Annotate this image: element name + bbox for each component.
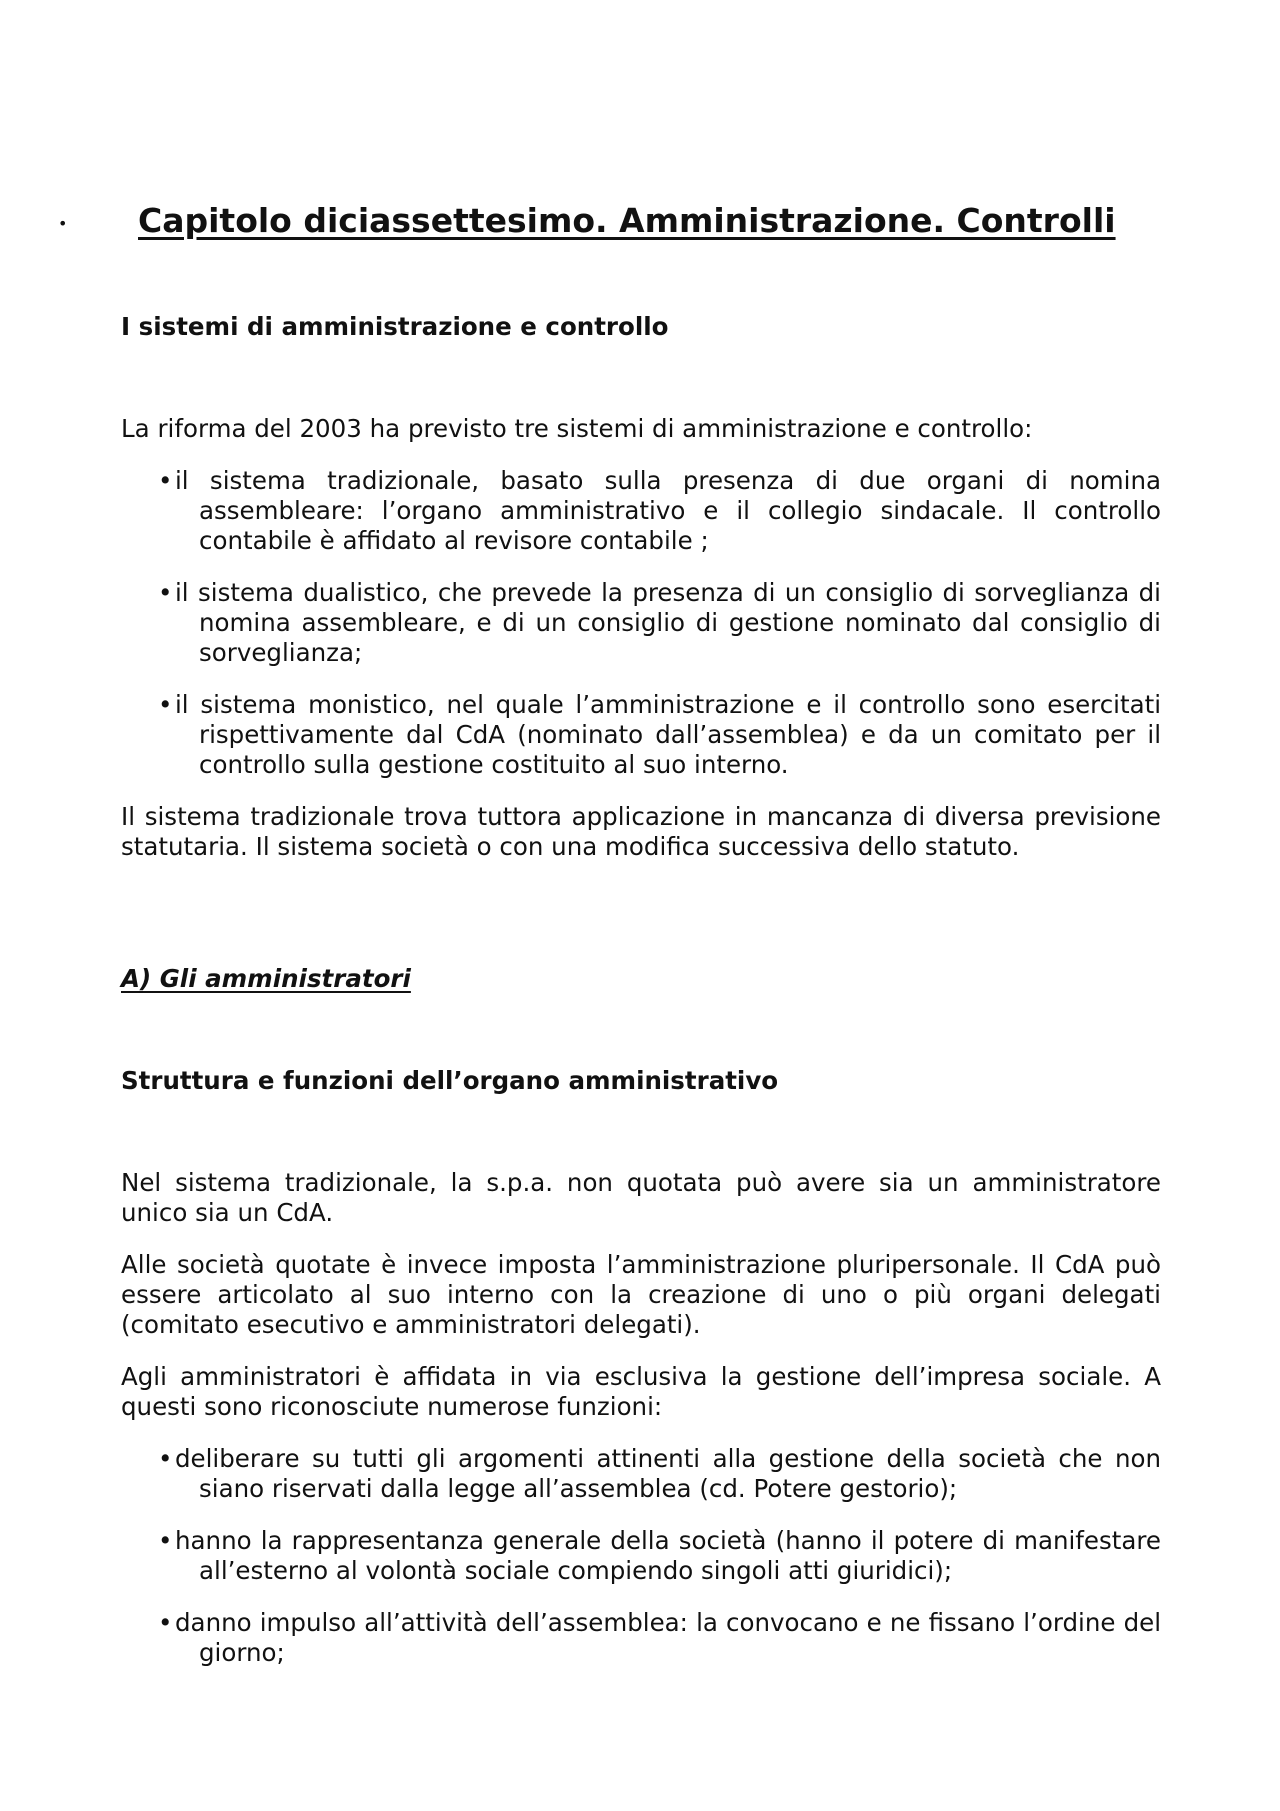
chapter-title: Capitolo diciassettesimo. Amministrazione. Controlli: [138, 201, 1116, 240]
subheading-text: Struttura e funzioni dell’organo amministrativo: [121, 1066, 779, 1095]
intro-paragraph: [121, 414, 1161, 444]
section-heading-amministratori: [121, 964, 1161, 994]
list-item: [121, 690, 1161, 780]
section-heading-sistemi: [121, 312, 1161, 342]
list-item: [121, 1608, 1161, 1668]
list-item: [121, 466, 1161, 556]
bullet-dot: •: [158, 1526, 173, 1555]
paragraph-text: Agli amministratori è affidata in via esclusiva la gestione dell’impresa sociale. A questi sono riconosciute numerose funzioni:: [121, 1362, 1161, 1421]
list-item: [121, 1444, 1161, 1504]
paragraph-text: Nel sistema tradizionale, la s.p.a. non quotata può avere sia un amministratore unico sia un CdA.: [121, 1168, 1161, 1227]
paragraph-text: Il sistema tradizionale trova tuttora applicazione in mancanza di diversa previsione statutaria. Il sistema società o con una modifica successiva dello statuto.: [121, 802, 1161, 861]
paragraph-sistema-tradizionale: [121, 1168, 1161, 1228]
section-heading-text: A) Gli amministratori: [121, 964, 411, 993]
systems-list: [121, 466, 1161, 780]
list-item: [121, 578, 1161, 668]
list-item-text: il sistema monistico, nel quale l’amministrazione e il controllo sono esercitati rispettivamente dal CdA (nominato dall’assemblea) e da un comitato per il controllo sulla gestione costituito al suo interno.: [175, 690, 1161, 779]
list-item-text: il sistema dualistico, che prevede la presenza di un consiglio di sorveglianza di nomina assembleare, e di un consiglio di gestione nominato dal consiglio di sorveglianza;: [175, 578, 1161, 667]
list-item-text: deliberare su tutti gli argomenti attinenti alla gestione della società che non siano riservati dalla legge all’assemblea (cd. Potere gestorio);: [175, 1444, 1161, 1503]
paragraph-text: Alle società quotate è invece imposta l’amministrazione pluripersonale. Il CdA può essere articolato al suo interno con la creazione di uno o più organi delegati (comitato esecutivo e amministratori delegati).: [121, 1250, 1161, 1339]
paragraph-societa-quotate: [121, 1250, 1161, 1340]
bullet-dot: •: [158, 578, 173, 607]
list-item-text: hanno la rappresentanza generale della società (hanno il potere di manifestare all’esterno al volontà sociale compiendo singoli atti giuridici);: [175, 1526, 1161, 1585]
functions-list: [121, 1444, 1161, 1668]
closing-paragraph: [121, 802, 1161, 862]
section-heading-text: I sistemi di amministrazione e controllo: [121, 312, 669, 341]
bullet-dot: •: [158, 466, 173, 495]
list-item-text: il sistema tradizionale, basato sulla presenza di due organi di nomina assembleare: l’organo amministrativo e il collegio sindacale. Il controllo contabile è affidato al revisore contabile ;: [175, 466, 1161, 555]
chapter-bullet: •: [58, 214, 68, 233]
paragraph-text: La riforma del 2003 ha previsto tre sistemi di amministrazione e controllo:: [121, 414, 1033, 443]
list-item: [121, 1526, 1161, 1586]
bullet-dot: •: [158, 1444, 173, 1473]
bullet-dot: •: [158, 1608, 173, 1637]
bullet-dot: •: [158, 690, 173, 719]
subheading-struttura: [121, 1066, 1161, 1096]
list-item-text: danno impulso all’attività dell’assemblea: la convocano e ne fissano l’ordine del giorno;: [175, 1608, 1161, 1667]
paragraph-funzioni: [121, 1362, 1161, 1422]
